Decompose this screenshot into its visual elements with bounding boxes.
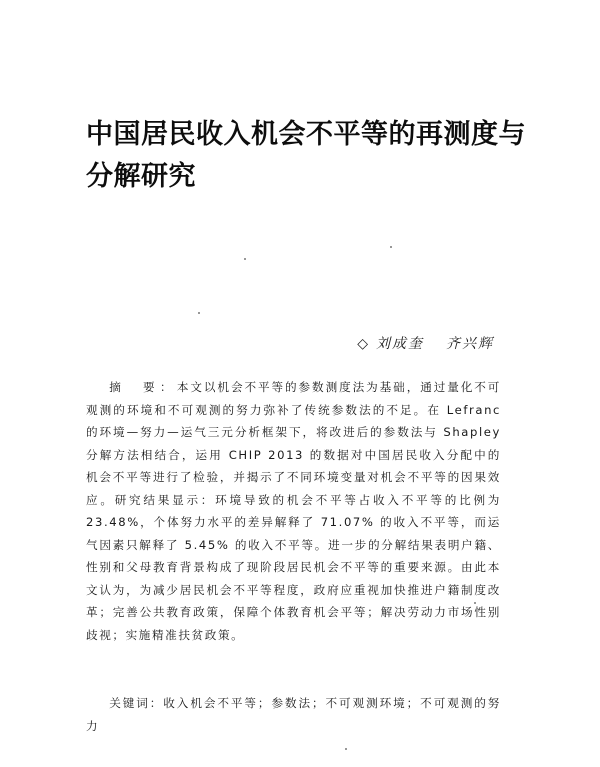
keywords <box>86 692 501 737</box>
abstract <box>86 376 501 646</box>
author-name-1: 刘成奎 <box>376 336 424 352</box>
abstract-text: 本文以机会不平等的参数测度法为基础，通过量化不可观测的环境和不可观测的努力弥补了传统参数法的不足。在 Lefranc 的环境—努力—运气三元分析框架下，将改进后的参数法与 Shapley 分解方法相结合，运用 CHIP 2013 的数据对中国居民收入分配中的机会不平等进行了检验，并揭示了不同环境变量对机会不平等的因果效应。研究结果显示：环境导致的机会不平等占收入不平等的比例为 23.48%，个体努力水平的差异解释了 71.07% 的收入不平等，而运气因素只解释了 5.45% 的收入不平等。进一步的分解结果表明户籍、性别和父母教育背景构成了现阶段居民机会不平等的重要来源。由此本文认为，为减少居民机会不平等程度，政府应重视加快推进户籍制度改革；完善公共教育政策，保障个体教育机会平等；解决劳动力市场性别歧视；实施精准扶贫政策。 <box>86 380 501 642</box>
diamond-icon: ◇ <box>357 336 370 352</box>
author-name-2: 齐兴辉 <box>446 336 494 352</box>
scan-speck <box>345 748 347 750</box>
keywords-text: 收入机会不平等；参数法；不可观测环境；不可观测的努力 <box>86 696 501 733</box>
scan-speck <box>474 602 476 604</box>
author-line <box>357 333 494 353</box>
scan-speck <box>198 312 200 314</box>
keywords-label: 关键词： <box>109 696 164 710</box>
scan-speck <box>244 258 246 260</box>
scan-speck <box>390 246 392 248</box>
article-title: 中国居民收入机会不平等的再测度与分解研究 <box>86 119 526 192</box>
abstract-label: 摘 要： <box>109 380 177 394</box>
